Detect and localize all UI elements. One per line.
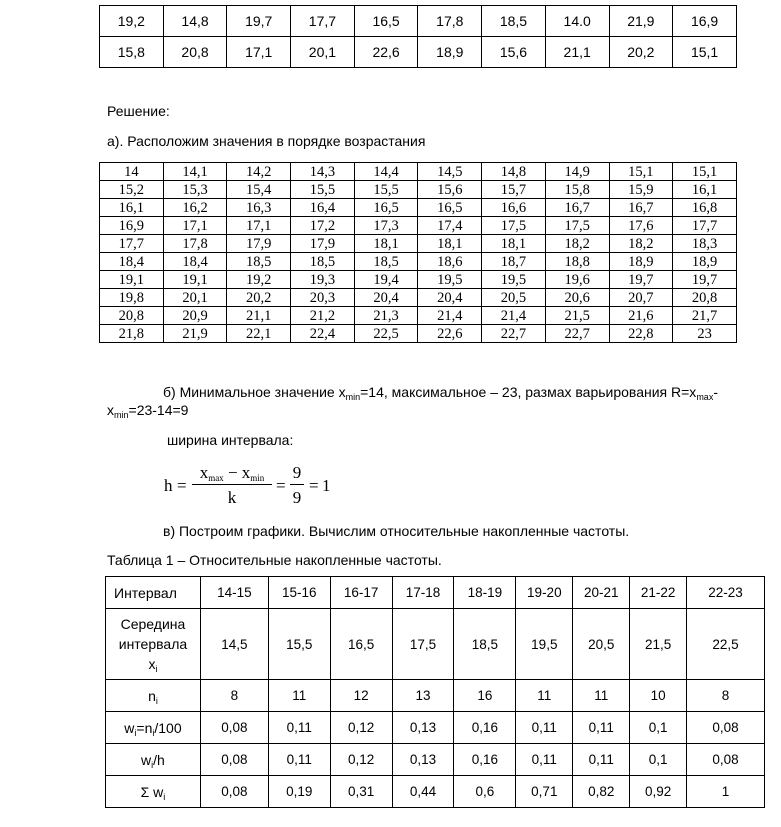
table-cell: 17-18 xyxy=(392,577,454,609)
table-cell: 12 xyxy=(330,680,392,712)
table-cell: 8 xyxy=(200,680,268,712)
table-cell: 0,13 xyxy=(392,744,454,776)
table-row xyxy=(100,271,737,289)
table-cell: 17,1 xyxy=(227,37,291,68)
table-cell: 11 xyxy=(268,680,330,712)
table-cell: 0,6 xyxy=(454,776,516,808)
header-interval: Интервал xyxy=(106,577,201,609)
table-cell: 14,3 xyxy=(291,163,355,181)
table-cell: 15,9 xyxy=(609,181,673,199)
table-cell: 18,5 xyxy=(482,6,546,37)
table-cell: 0,11 xyxy=(268,744,330,776)
formula-fraction-2: $\frac{9}{9}$ xyxy=(290,462,304,511)
table-cell: 11 xyxy=(573,680,630,712)
table-cell: 13 xyxy=(392,680,454,712)
table-cell: 17,8 xyxy=(418,6,482,37)
table-cell: 18,5 xyxy=(227,253,291,271)
table-cell: 20,4 xyxy=(354,289,418,307)
table-cell: 14,9 xyxy=(545,163,609,181)
table-cell: 0,16 xyxy=(454,744,516,776)
table-cell: 17,4 xyxy=(418,217,482,235)
table-cell: 15,7 xyxy=(482,181,546,199)
table-cell: 17,9 xyxy=(227,235,291,253)
table-cell: 21,3 xyxy=(354,307,418,325)
table-cell: 16,8 xyxy=(673,199,737,217)
table-cell: 16,3 xyxy=(227,199,291,217)
table-cell: 15,5 xyxy=(291,181,355,199)
step-b-line1: б) Минимальное значение $x_{min}=14$, максимальное – 23, размах варьирования $R=x_{max}-$ xyxy=(163,384,718,402)
table-cell: 17,1 xyxy=(227,217,291,235)
table-cell: 17,6 xyxy=(609,217,673,235)
table-cell: 16,5 xyxy=(330,609,392,680)
table-cell: 19,5 xyxy=(516,609,573,680)
table-cell: 20,8 xyxy=(100,307,164,325)
table-cell: 0,11 xyxy=(516,744,573,776)
table-cell: 21,2 xyxy=(291,307,355,325)
table-cell: 21,9 xyxy=(163,325,227,343)
formula-eq2: = xyxy=(276,476,286,495)
table-row xyxy=(100,253,737,271)
table-cell: 0,71 xyxy=(516,776,573,808)
table-cell: 16 xyxy=(454,680,516,712)
table-cell: 20,7 xyxy=(609,289,673,307)
header-w-h: $w_i/h$ xyxy=(106,744,201,776)
table-cell: 0,08 xyxy=(200,776,268,808)
table-cell: 18,7 xyxy=(482,253,546,271)
table-cell: 14,5 xyxy=(200,609,268,680)
table-cell: 18,2 xyxy=(609,235,673,253)
table-cell: 0,08 xyxy=(200,712,268,744)
table-cell: 15,1 xyxy=(673,163,737,181)
table-cell: 21,4 xyxy=(482,307,546,325)
table-cell: 15,1 xyxy=(609,163,673,181)
row-interval xyxy=(106,577,765,609)
row-n xyxy=(106,680,765,712)
row-w-h xyxy=(106,744,765,776)
table-cell: 17,3 xyxy=(354,217,418,235)
table-cell: 15,5 xyxy=(268,609,330,680)
table-cell: 19,2 xyxy=(100,6,164,37)
table-cell: 20,3 xyxy=(291,289,355,307)
table-cell: 18,8 xyxy=(545,253,609,271)
table-cell: 16,5 xyxy=(418,199,482,217)
table-cell: 18,5 xyxy=(454,609,516,680)
table-cell: 0,44 xyxy=(392,776,454,808)
table-cell: 20,9 xyxy=(163,307,227,325)
table-cell: 0,12 xyxy=(330,744,392,776)
table-cell: 14,8 xyxy=(482,163,546,181)
table-cell: 22,1 xyxy=(227,325,291,343)
table-cell: 21,4 xyxy=(418,307,482,325)
table-cell: 16,5 xyxy=(354,6,418,37)
table-cell: 14,1 xyxy=(163,163,227,181)
sorted-values-table xyxy=(99,162,737,343)
table-cell: 17,5 xyxy=(545,217,609,235)
table-cell: 21,5 xyxy=(545,307,609,325)
table-cell: 19,7 xyxy=(227,6,291,37)
table-cell: 18,9 xyxy=(673,253,737,271)
table-cell: 14,5 xyxy=(418,163,482,181)
formula-h: h xyxy=(164,476,173,495)
table-cell: 19,2 xyxy=(227,271,291,289)
row-midpoint xyxy=(106,609,765,680)
table-cell: 19,8 xyxy=(100,289,164,307)
table-cell: 17,1 xyxy=(163,217,227,235)
table-cell: 0,82 xyxy=(573,776,630,808)
table-cell: 15,5 xyxy=(354,181,418,199)
table-row xyxy=(100,199,737,217)
table-cell: 0,11 xyxy=(268,712,330,744)
interval-width-label: ширина интервала: xyxy=(167,432,294,448)
table-cell: 21,8 xyxy=(100,325,164,343)
table-cell: 0,31 xyxy=(330,776,392,808)
row-w xyxy=(106,712,765,744)
row-cumulative xyxy=(106,776,765,808)
table-cell: 16,2 xyxy=(163,199,227,217)
formula-eq1: = xyxy=(177,476,187,495)
table-cell: 18,2 xyxy=(545,235,609,253)
table-cell: 8 xyxy=(687,680,765,712)
table-row xyxy=(100,6,737,37)
table-cell: 18,1 xyxy=(354,235,418,253)
table-cell: 20,8 xyxy=(163,37,227,68)
table-cell: 17,7 xyxy=(673,217,737,235)
table-cell: 20,1 xyxy=(163,289,227,307)
relative-frequency-table xyxy=(105,576,765,808)
table-row xyxy=(100,37,737,68)
table-cell: 16,1 xyxy=(673,181,737,199)
table-cell: 0,11 xyxy=(573,712,630,744)
table-cell: 0,12 xyxy=(330,712,392,744)
header-w: $w_i=n_i/100$ xyxy=(106,712,201,744)
table-cell: 21,1 xyxy=(227,307,291,325)
table-cell: 22,6 xyxy=(418,325,482,343)
table-row xyxy=(100,217,737,235)
table-row xyxy=(100,163,737,181)
table-cell: 18,9 xyxy=(609,253,673,271)
table-cell: 22,4 xyxy=(291,325,355,343)
table-cell: 15-16 xyxy=(268,577,330,609)
table-cell: 22,6 xyxy=(354,37,418,68)
formula-result: 1 xyxy=(322,476,331,495)
table-cell: 19,3 xyxy=(291,271,355,289)
table-cell: 21,9 xyxy=(609,6,673,37)
table-cell: 19,7 xyxy=(673,271,737,289)
table-cell: 16,9 xyxy=(100,217,164,235)
table-cell: 21,1 xyxy=(545,37,609,68)
table-cell: 0,19 xyxy=(268,776,330,808)
table-cell: 19,7 xyxy=(609,271,673,289)
table-cell: 17,8 xyxy=(163,235,227,253)
table-cell: 19,1 xyxy=(100,271,164,289)
table-cell: 15,6 xyxy=(418,181,482,199)
table-cell: 21,5 xyxy=(630,609,687,680)
table-cell: 15,8 xyxy=(545,181,609,199)
table-cell: 0,08 xyxy=(200,744,268,776)
table-cell: 20,5 xyxy=(482,289,546,307)
table-cell: 14,8 xyxy=(163,6,227,37)
table-cell: 20,2 xyxy=(227,289,291,307)
table-cell: 11 xyxy=(516,680,573,712)
table-cell: 16,7 xyxy=(545,199,609,217)
table-cell: 19,5 xyxy=(418,271,482,289)
table-row xyxy=(100,307,737,325)
table-row xyxy=(100,235,737,253)
table-cell: 16,9 xyxy=(673,6,737,37)
table-cell: 0,16 xyxy=(454,712,516,744)
table-cell: 20,5 xyxy=(573,609,630,680)
table-cell: 18,4 xyxy=(100,253,164,271)
table-cell: 16,1 xyxy=(100,199,164,217)
table-cell: 20,8 xyxy=(673,289,737,307)
formula-eq3: = xyxy=(309,476,319,495)
table-cell: 18,5 xyxy=(291,253,355,271)
table-cell: 14-15 xyxy=(200,577,268,609)
table-cell: 14 xyxy=(100,163,164,181)
table-cell: 0,11 xyxy=(573,744,630,776)
table-row xyxy=(100,289,737,307)
table-cell: 21,7 xyxy=(673,307,737,325)
table-cell: 15,2 xyxy=(100,181,164,199)
table-cell: 18,4 xyxy=(163,253,227,271)
table-caption: Таблица 1 – Относительные накопленные частоты. xyxy=(107,552,442,568)
table-cell: 18,1 xyxy=(418,235,482,253)
table-cell: 18,3 xyxy=(673,235,737,253)
table-cell: 17,5 xyxy=(482,217,546,235)
table-cell: 0,11 xyxy=(516,712,573,744)
table-cell: 15,8 xyxy=(100,37,164,68)
header-midpoint: Середина интервала $x_i$ xyxy=(106,609,201,680)
table-cell: 22,7 xyxy=(482,325,546,343)
table-cell: 1 xyxy=(687,776,765,808)
table-cell: 17,7 xyxy=(291,6,355,37)
table-cell: 14,4 xyxy=(354,163,418,181)
table-cell: 18,5 xyxy=(354,253,418,271)
table-cell: 0,08 xyxy=(687,744,765,776)
table-cell: 18,6 xyxy=(418,253,482,271)
table-cell: 0,08 xyxy=(687,712,765,744)
table-cell: 15,6 xyxy=(482,37,546,68)
table-cell: 16,4 xyxy=(291,199,355,217)
table-cell: 18,1 xyxy=(482,235,546,253)
table-cell: 0,92 xyxy=(630,776,687,808)
table-cell: 18,9 xyxy=(418,37,482,68)
table-cell: 19,4 xyxy=(354,271,418,289)
step-a-text: а). Расположим значения в порядке возрастания xyxy=(107,133,426,149)
table-cell: 16,7 xyxy=(609,199,673,217)
table-cell: 23 xyxy=(673,325,737,343)
step-b-line2: $x_{min}=23-14=9$ xyxy=(107,402,189,420)
table-cell: 0,1 xyxy=(630,712,687,744)
header-cumulative: Σ $w_i$ xyxy=(106,776,201,808)
table-cell: 17,9 xyxy=(291,235,355,253)
table-cell: 16,6 xyxy=(482,199,546,217)
table-cell: 20,2 xyxy=(609,37,673,68)
table-cell: 19-20 xyxy=(516,577,573,609)
table-cell: 0,13 xyxy=(392,712,454,744)
table-cell: 19,5 xyxy=(482,271,546,289)
table-cell: 18-19 xyxy=(454,577,516,609)
table-cell: 17,5 xyxy=(392,609,454,680)
table-cell: 20,4 xyxy=(418,289,482,307)
table-cell: 14.0 xyxy=(545,6,609,37)
interval-width-formula xyxy=(164,462,344,512)
table-cell: 20-21 xyxy=(573,577,630,609)
table-cell: 22,5 xyxy=(354,325,418,343)
data-table-top xyxy=(99,5,737,68)
table-cell: 0,1 xyxy=(630,744,687,776)
table-cell: 17,7 xyxy=(100,235,164,253)
table-row xyxy=(100,325,737,343)
solution-label: Решение: xyxy=(107,103,170,119)
table-cell: 15,1 xyxy=(673,37,737,68)
table-cell: 22,5 xyxy=(687,609,765,680)
table-cell: 10 xyxy=(630,680,687,712)
formula-fraction-1: $x_{max} - x_{min}$ k xyxy=(192,462,272,511)
table-cell: 22,8 xyxy=(609,325,673,343)
table-cell: 17,2 xyxy=(291,217,355,235)
table-cell: 15,4 xyxy=(227,181,291,199)
table-cell: 16-17 xyxy=(330,577,392,609)
table-cell: 16,5 xyxy=(354,199,418,217)
table-cell: 15,3 xyxy=(163,181,227,199)
table-cell: 19,1 xyxy=(163,271,227,289)
table-cell: 19,6 xyxy=(545,271,609,289)
table-cell: 21,6 xyxy=(609,307,673,325)
table-cell: 22-23 xyxy=(687,577,765,609)
table-cell: 21-22 xyxy=(630,577,687,609)
header-n: $n_i$ xyxy=(106,680,201,712)
table-cell: 20,1 xyxy=(291,37,355,68)
table-cell: 14,2 xyxy=(227,163,291,181)
table-row xyxy=(100,181,737,199)
table-cell: 20,6 xyxy=(545,289,609,307)
table-cell: 22,7 xyxy=(545,325,609,343)
step-c-text: в) Построим графики. Вычислим относительные накопленные частоты. xyxy=(163,523,630,539)
